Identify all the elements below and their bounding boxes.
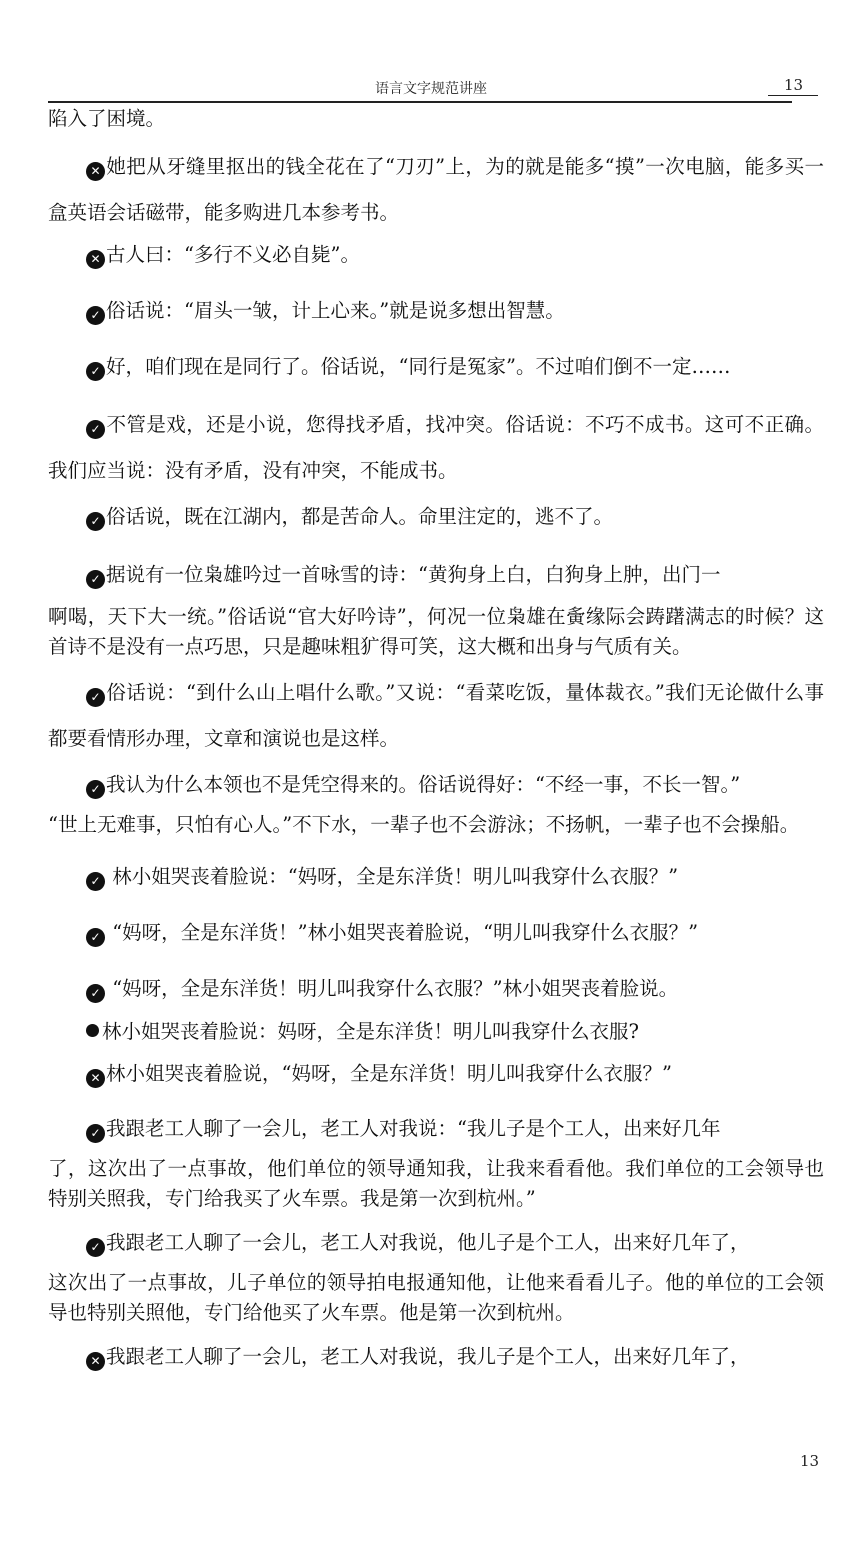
check-circle-icon: ✓	[86, 1124, 105, 1143]
paragraph-continuation: 这次出了一点事故，儿子单位的领导拍电报通知他，让他来看看儿子。他的单位的工会领导也特别关照他，专门给他买了火车票。他是第一次到杭州。	[48, 1271, 824, 1324]
cross-circle-icon: ✕	[86, 1069, 105, 1088]
paragraph-text: 林小姐哭丧着脸说：妈呀，全是东洋货！明儿叫我穿什么衣服?	[102, 1020, 639, 1043]
paragraph	[48, 1054, 824, 1094]
paragraph	[48, 1334, 824, 1380]
paragraph-line: 我跟老工人聊了一会儿，老工人对我说：“我儿子是个工人，出来好几年	[106, 1117, 721, 1140]
paragraph-text: 不管是戏，还是小说，您得找矛盾，找冲突。俗话说：不巧不成书。这可不正确。我们应当说：没有矛盾，没有冲突，不能成书。	[48, 413, 824, 482]
paragraph-text: 俗话说，既在江湖内，都是苦命人。命里注定的，逃不了。	[106, 505, 614, 528]
paragraph-text: 她把从牙缝里抠出的钱全花在了“刀刃”上，为的就是能多“摸”一次电脑，能多买一盒英语会话磁带，能多购进几本参考书。	[48, 155, 824, 224]
paragraph	[48, 100, 824, 138]
paragraph	[48, 854, 824, 900]
check-circle-icon: ✓	[86, 306, 105, 325]
paragraph	[48, 236, 824, 274]
check-circle-icon: ✓	[86, 984, 105, 1003]
paragraph-text: 俗话说：“到什么山上唱什么歌。”又说：“看菜吃饭，量体裁衣。”我们无论做什么事都要看情形办理，文章和演说也是这样。	[48, 681, 824, 750]
paragraph	[48, 966, 824, 1012]
paragraph	[48, 1220, 824, 1328]
check-circle-icon: ✓	[86, 570, 105, 589]
cross-circle-icon: ✕	[86, 1352, 105, 1371]
paragraph-text: “妈呀，全是东洋货！明儿叫我穿什么衣服？”林小姐哭丧着脸说。	[106, 977, 679, 1000]
paragraph	[48, 670, 824, 762]
paragraph	[48, 552, 824, 662]
paragraph-text: “妈呀，全是东洋货！”林小姐哭丧着脸说，“明儿叫我穿什么衣服？”	[106, 921, 699, 944]
paragraph-text: 俗话说：“眉头一皱，计上心来。”就是说多想出智慧。	[106, 299, 565, 322]
bullet-dot-icon	[86, 1024, 99, 1037]
paragraph-text: 我跟老工人聊了一会儿，老工人对我说，我儿子是个工人，出来好几年了，	[106, 1345, 750, 1368]
check-circle-icon: ✓	[86, 872, 105, 891]
paragraph	[48, 288, 824, 334]
paragraph-text: 林小姐哭丧着脸说，“妈呀，全是东洋货！明儿叫我穿什么衣服？”	[106, 1062, 672, 1085]
paragraph-text: 林小姐哭丧着脸说：“妈呀，全是东洋货！明儿叫我穿什么衣服？”	[106, 865, 679, 888]
paragraph-continuation: 啊喝，天下大一统。”俗话说“官大好吟诗”，何况一位枭雄在夤缘际会踌躇满志的时候？这首诗不是没有一点巧思，只是趣味粗犷得可笑，这大概和出身与气质有关。	[48, 605, 824, 658]
paragraph-line: 我跟老工人聊了一会儿，老工人对我说，他儿子是个工人，出来好几年了，	[106, 1231, 750, 1254]
check-circle-icon: ✓	[86, 928, 105, 947]
check-circle-icon: ✓	[86, 688, 105, 707]
paragraph	[48, 910, 824, 956]
running-header-title: 语言文字规范讲座	[375, 81, 487, 97]
paragraph	[48, 762, 824, 840]
paragraph-line: 我认为什么本领也不是凭空得来的。俗话说得好：“不经一事，不长一智。”	[106, 773, 741, 796]
paragraph-line: 据说有一位枭雄吟过一首咏雪的诗：“黄狗身上白，白狗身上肿，出门一	[106, 563, 721, 586]
header-page-number: 13	[784, 76, 804, 94]
page-body	[48, 100, 824, 1380]
check-circle-icon: ✓	[86, 780, 105, 799]
check-circle-icon: ✓	[86, 420, 105, 439]
header-number-underline	[768, 95, 818, 96]
footer-page-number: 13	[800, 1452, 820, 1470]
paragraph	[48, 144, 824, 236]
cross-circle-icon: ✕	[86, 250, 105, 269]
paragraph	[48, 344, 824, 390]
paragraph-text: 古人曰：“多行不义必自毙”。	[106, 243, 360, 266]
paragraph	[48, 494, 824, 540]
check-circle-icon: ✓	[86, 362, 105, 381]
paragraph-continuation: 了，这次出了一点事故，他们单位的领导通知我，让我来看看他。我们单位的工会领导也特别关照我，专门给我买了火车票。我是第一次到杭州。”	[48, 1157, 824, 1210]
paragraph	[48, 1106, 824, 1214]
paragraph	[48, 402, 824, 494]
check-circle-icon: ✓	[86, 1238, 105, 1257]
check-circle-icon: ✓	[86, 512, 105, 531]
paragraph-text: 好，咱们现在是同行了。俗话说，“同行是冤家”。不过咱们倒不一定……	[106, 355, 731, 378]
cross-circle-icon: ✕	[86, 162, 105, 181]
paragraph-continuation: “世上无难事，只怕有心人。”不下水，一辈子也不会游泳；不扬帆，一辈子也不会操船。	[48, 813, 800, 836]
paragraph	[48, 1012, 824, 1052]
paragraph-text: 陷入了困境。	[48, 107, 166, 130]
